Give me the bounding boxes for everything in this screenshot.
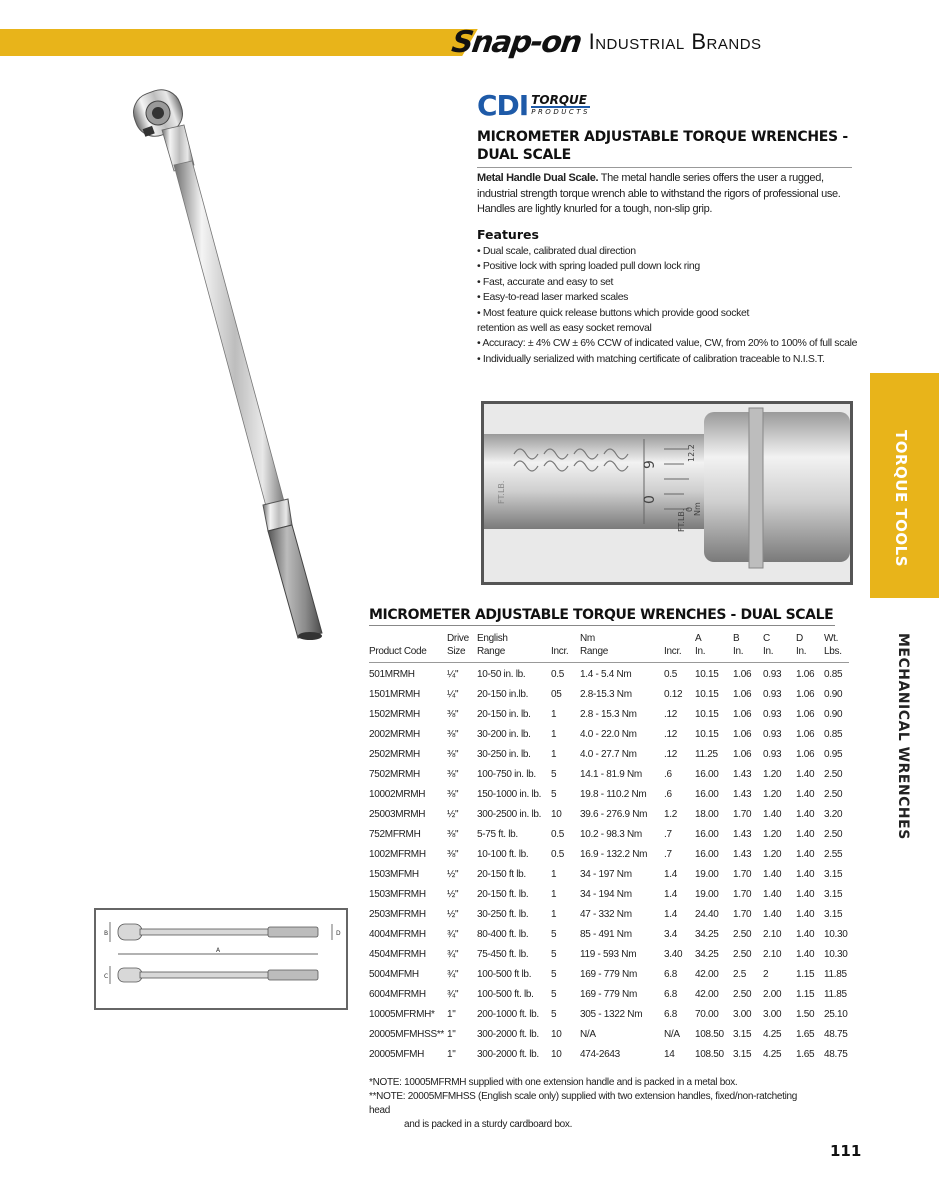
table-cell: 16.00 (695, 769, 719, 780)
note-2-continued: and is packed in a sturdy cardboard box. (404, 1119, 573, 1130)
table-cell: 0.93 (763, 709, 782, 720)
product-code-cell: 2503MFRMH (369, 909, 426, 920)
table-header-cell: English Range (477, 632, 551, 663)
table-cell: 3.15 (824, 909, 843, 920)
table-cell: 5 (551, 929, 557, 940)
table-row (369, 905, 849, 925)
table-cell: 11.85 (824, 989, 847, 1000)
table-cell: 0.90 (824, 709, 843, 720)
table-body (369, 663, 849, 1065)
table-cell: 1.40 (796, 769, 815, 780)
table-cell: 1.43 (733, 789, 752, 800)
table-cell: 4.0 - 27.7 Nm (580, 749, 637, 760)
table-cell: 18.00 (695, 809, 719, 820)
product-code-cell: 4504MFRMH (369, 949, 426, 960)
table-cell: 48.75 (824, 1049, 848, 1060)
scale-ft-lb: FT.LB. (677, 508, 686, 532)
scale-zero-small: 0 (685, 506, 694, 512)
table-row (369, 1025, 849, 1045)
table-cell: ¼" (447, 689, 459, 700)
table-cell: 3.15 (824, 889, 843, 900)
table-cell: 1.20 (763, 849, 782, 860)
table-cell: 5 (551, 989, 557, 1000)
table-cell: ¾" (447, 989, 459, 1000)
diagram-label-d: D (336, 930, 341, 937)
table-row (369, 965, 849, 985)
table-cell: 16.00 (695, 849, 719, 860)
table-row (369, 685, 849, 705)
table-cell: 20-150 in.lb. (477, 689, 529, 700)
product-code-cell: 25003MRMH (369, 809, 426, 820)
table-cell: 2.10 (763, 929, 782, 940)
cdi-torque-text: TORQUE (531, 94, 590, 108)
table-cell: 5-75 ft. lb. (477, 829, 518, 840)
table-cell: 0.90 (824, 689, 843, 700)
table-cell: 1.40 (796, 869, 815, 880)
product-code-cell: 1502MRMH (369, 709, 420, 720)
table-row (369, 845, 849, 865)
scale-zero: 0 (642, 495, 658, 504)
product-code-cell: 752MFRMH (369, 829, 421, 840)
table-cell: 1.4 (664, 889, 678, 900)
table-cell: .6 (664, 769, 672, 780)
table-cell: 5 (551, 789, 557, 800)
table-cell: 20-150 ft lb. (477, 869, 526, 880)
product-code-cell: 20005MFMH (369, 1049, 425, 1060)
table-cell: 3.4 (664, 929, 678, 940)
table-cell: 1.65 (796, 1049, 815, 1060)
table-cell: 0.5 (551, 669, 565, 681)
product-code-cell: 6004MFRMH (369, 989, 426, 1000)
table-cell: ¾" (447, 949, 459, 960)
table-cell: 10.15 (695, 689, 719, 700)
intro-lead: Metal Handle Dual Scale. (477, 172, 599, 184)
table-cell: 1.40 (796, 929, 815, 940)
table-cell: 2.50 (733, 949, 752, 960)
table-cell: .12 (664, 729, 678, 740)
table-cell: 39.6 - 276.9 Nm (580, 809, 648, 820)
section-title: MICROMETER ADJUSTABLE TORQUE WRENCHES - DUAL SCALE (477, 128, 852, 168)
feature-item: • Fast, accurate and easy to set (477, 275, 614, 288)
table-cell: 1.70 (733, 809, 752, 820)
table-cell: 1.40 (763, 869, 782, 880)
table-cell: 1.40 (796, 809, 815, 820)
table-cell: 0.93 (763, 749, 782, 760)
table-row (369, 663, 849, 685)
table-row (369, 945, 849, 965)
table-cell: ⅜" (447, 729, 459, 740)
table-header-cell: D In. (796, 632, 824, 663)
table-cell: 200-1000 ft. lb. (477, 1009, 539, 1020)
table-cell: 3.00 (763, 1009, 782, 1020)
table-cell: 1" (447, 1029, 456, 1040)
table-cell: N/A (580, 1029, 596, 1040)
table-header-cell: Incr. (551, 632, 580, 663)
table-cell: 10-100 ft. lb. (477, 849, 529, 860)
table-cell: 11.25 (695, 749, 718, 760)
table-cell: 1.40 (796, 829, 815, 840)
dimension-diagram-graphic (96, 910, 346, 1008)
table-header-cell: A In. (695, 632, 733, 663)
table-cell: 10.15 (695, 669, 719, 681)
table-cell: 1.40 (796, 789, 815, 800)
table-cell: 1.15 (796, 969, 815, 980)
product-code-cell: 7502MRMH (369, 769, 420, 780)
table-header-cell: Drive Size (447, 632, 477, 663)
product-code-cell: 10005MFRMH* (369, 1009, 435, 1020)
table-row (369, 805, 849, 825)
table-header-cell: Wt. Lbs. (824, 632, 849, 663)
feature-item: • Dual scale, calibrated dual direction (477, 245, 636, 257)
diagram-label-b: B (104, 930, 109, 937)
table-cell: 30-200 in. lb. (477, 729, 531, 740)
scale-12-2: 12.2 (687, 444, 696, 462)
feature-item: • Positive lock with spring loaded pull down lock ring (477, 260, 700, 273)
table-cell: 19.00 (695, 889, 719, 900)
table-cell: 2.10 (763, 949, 782, 960)
table-cell: 150-1000 in. lb. (477, 789, 542, 800)
snap-on-logo: Snap-on (449, 24, 584, 60)
table-cell: 1 (551, 709, 557, 720)
table-cell: ¾" (447, 929, 459, 940)
table-cell: 10.15 (695, 729, 719, 740)
product-code-cell: 5004MFMH (369, 969, 419, 980)
table-cell: 1.40 (763, 809, 782, 820)
table-cell: ⅜" (447, 789, 459, 800)
table-row (369, 885, 849, 905)
table-cell: 169 - 779 Nm (580, 969, 637, 980)
table-cell: ½" (447, 909, 459, 920)
table-cell: ⅜" (447, 749, 459, 760)
torque-wrench-image (100, 85, 370, 655)
spec-table (369, 632, 849, 1065)
table-cell: 0.93 (763, 729, 782, 740)
feature-item: • Accuracy: ± 4% CW ± 6% CCW of indicated value, CW, from 20% to 100% of full scale (477, 337, 858, 350)
table-cell: 5 (551, 1009, 557, 1020)
note-2: **NOTE: 20005MFMHSS (English scale only) supplied with two extension handles, fixed/non-ratcheting head (369, 1091, 798, 1116)
table-cell: 1.06 (733, 749, 752, 760)
diagram-label-c: C (104, 973, 109, 980)
table-cell: 5 (551, 949, 557, 960)
table-cell: 1.40 (796, 849, 815, 860)
table-cell: 2.00 (763, 989, 782, 1000)
table-cell: 1.40 (796, 909, 815, 920)
intro-body: The metal handle series offers the user a rugged, industrial strength torque wrench able to withstand the rigors of professional use. Handles are lightly knurled for a tough, non-slip grip. (477, 172, 841, 215)
product-code-cell: 501MRMH (369, 669, 415, 681)
product-code-cell: 2002MRMH (369, 729, 420, 740)
table-cell: 1.06 (733, 689, 752, 700)
table-row (369, 745, 849, 765)
table-cell: 0.5 (664, 669, 678, 681)
table-cell: .6 (664, 789, 672, 800)
table-cell: 1" (447, 1009, 456, 1020)
table-cell: ¾" (447, 969, 459, 980)
table-cell: 5 (551, 769, 557, 780)
table-header-cell: Nm Range (580, 632, 664, 663)
table-cell: 1.70 (733, 889, 752, 900)
scale-ft-lb-left: FT.LB. (497, 480, 506, 504)
table-cell: .7 (664, 829, 672, 840)
table-cell: 1.06 (796, 709, 815, 720)
table-row (369, 925, 849, 945)
table-cell: 25.10 (824, 1009, 848, 1020)
cdi-products-text: PRODUCTS (531, 108, 590, 116)
table-cell: 1.4 (664, 869, 678, 880)
table-cell: 1.4 - 5.4 Nm (580, 669, 632, 681)
table-cell: 0.85 (824, 669, 843, 681)
table-row (369, 1005, 849, 1025)
table-cell: 3.15 (733, 1029, 752, 1040)
table-cell: 100-750 in. lb. (477, 769, 536, 780)
table-cell: 3.40 (664, 949, 683, 960)
table-cell: 1.70 (733, 909, 752, 920)
table-cell: 47 - 332 Nm (580, 909, 632, 920)
table-cell: .12 (664, 709, 678, 720)
table-cell: 48.75 (824, 1029, 848, 1040)
table-cell: 11.85 (824, 969, 847, 980)
table-row (369, 1045, 849, 1065)
table-cell: 4.0 - 22.0 Nm (580, 729, 637, 740)
product-code-cell: 4004MFRMH (369, 929, 426, 940)
features-list (477, 244, 862, 367)
table-cell: 305 - 1322 Nm (580, 1009, 643, 1020)
table-cell: 10 (551, 1029, 562, 1040)
table-row (369, 825, 849, 845)
table-cell: 6.8 (664, 989, 678, 1000)
notes (369, 1076, 809, 1132)
table-cell: 20-150 ft. lb. (477, 889, 529, 900)
header-accent-bar (0, 29, 455, 56)
table-row (369, 705, 849, 725)
dimension-diagram (94, 908, 348, 1010)
table-cell: 80-400 ft. lb. (477, 929, 529, 940)
table-cell: 75-450 ft. lb. (477, 949, 529, 960)
table-cell: 2.50 (824, 769, 843, 780)
table-cell: ⅜" (447, 709, 459, 720)
table-cell: 34.25 (695, 949, 719, 960)
table-cell: 2.50 (733, 989, 752, 1000)
table-cell: 30-250 ft. lb. (477, 909, 529, 920)
table-cell: 1.20 (763, 789, 782, 800)
table-cell: ½" (447, 809, 459, 820)
table-cell: 0.5 (551, 849, 565, 860)
scale-nine: 9 (642, 460, 658, 469)
table-cell: 1.20 (763, 769, 782, 780)
table-cell: 1 (551, 749, 557, 760)
table-cell: 1.43 (733, 769, 752, 780)
table-cell: 1.40 (763, 909, 782, 920)
table-cell: 2.55 (824, 849, 843, 860)
table-header-cell: B In. (733, 632, 763, 663)
table-cell: 1.43 (733, 829, 752, 840)
table-cell: 1 (551, 889, 557, 900)
table-cell: 0.95 (824, 749, 843, 760)
table-cell: 1.43 (733, 849, 752, 860)
table-cell: 30-250 in. lb. (477, 749, 531, 760)
table-cell: .12 (664, 749, 678, 760)
table-cell: 10.15 (695, 709, 719, 720)
table-cell: 0.5 (551, 829, 565, 840)
table-cell: 300-2000 ft. lb. (477, 1029, 539, 1040)
table-cell: 100-500 ft. lb. (477, 989, 534, 1000)
table-cell: 1.20 (763, 829, 782, 840)
table-cell: 1 (551, 909, 557, 920)
table-header-row (369, 632, 849, 663)
table-cell: ¼" (447, 669, 459, 681)
table-cell: 300-2000 ft. lb. (477, 1049, 539, 1060)
table-cell: 1 (551, 869, 557, 880)
scale-nm: Nm (693, 502, 702, 516)
product-code-cell: 10002MRMH (369, 789, 426, 800)
table-cell: ⅜" (447, 829, 459, 840)
table-cell: 1.4 (664, 909, 678, 920)
table-cell: 474-2643 (580, 1049, 620, 1060)
table-cell: 19.8 - 110.2 Nm (580, 789, 647, 800)
product-code-cell: 2502MRMH (369, 749, 420, 760)
table-cell: 42.00 (695, 989, 719, 1000)
table-cell: 20-150 in. lb. (477, 709, 531, 720)
cdi-torque-logo (477, 90, 590, 120)
table-cell: 34.25 (695, 929, 719, 940)
table-cell: 10.30 (824, 929, 848, 940)
table-cell: 16.00 (695, 789, 719, 800)
table-cell: ⅜" (447, 849, 459, 860)
table-cell: 100-500 ft lb. (477, 969, 532, 980)
table-cell: 2.50 (733, 929, 752, 940)
product-code-cell: 20005MFMHSS** (369, 1029, 445, 1040)
table-cell: 0.12 (664, 689, 683, 700)
table-row (369, 985, 849, 1005)
intro-paragraph (477, 171, 855, 218)
table-cell: 05 (551, 689, 562, 700)
table-cell: 0.85 (824, 729, 843, 740)
scale-closeup-graphic (484, 404, 850, 582)
feature-item: • Individually serialized with matching certificate of calibration traceable to N.I.S.T. (477, 352, 825, 365)
product-code-cell: 1503MFMH (369, 869, 419, 880)
table-cell: 169 - 779 Nm (580, 989, 637, 1000)
brand-industrial-text: Industrial Brands (588, 29, 762, 54)
table-cell: 85 - 491 Nm (580, 929, 632, 940)
feature-item: • Most feature quick release buttons which provide good socket retention as well as easy socket removal (477, 306, 750, 335)
table-cell: 34 - 194 Nm (580, 889, 632, 900)
table-header-cell: Incr. (664, 632, 695, 663)
table-header-cell: Product Code (369, 632, 447, 663)
table-cell: 10.30 (824, 949, 848, 960)
table-cell: 1.06 (733, 729, 752, 740)
table-cell: 10-50 in. lb. (477, 669, 526, 681)
page-number: 111 (830, 1142, 862, 1160)
table-cell: 10 (551, 809, 562, 820)
table-row (369, 865, 849, 885)
table-cell: 1.06 (796, 749, 815, 760)
table-cell: 119 - 593 Nm (580, 949, 637, 960)
feature-item: • Easy-to-read laser marked scales (477, 291, 629, 304)
table-cell: 10 (551, 1049, 562, 1060)
table-cell: 2.8-15.3 Nm (580, 689, 632, 700)
torque-tools-tab-label: TORQUE TOOLS (892, 430, 910, 568)
table-cell: 4.25 (763, 1029, 782, 1040)
table-cell: 16.00 (695, 829, 719, 840)
table-cell: 6.8 (664, 969, 678, 980)
table-cell: 34 - 197 Nm (580, 869, 632, 880)
product-code-cell: 1503MFRMH (369, 889, 426, 900)
table-cell: 19.00 (695, 869, 719, 880)
scale-closeup-image (481, 401, 853, 585)
table-cell: 2 (763, 969, 769, 980)
table-cell: 1.06 (796, 689, 815, 700)
table-cell: 2.50 (824, 829, 843, 840)
mechanical-wrenches-tab-label[interactable]: MECHANICAL WRENCHES (895, 633, 911, 840)
table-cell: 3.00 (733, 1009, 752, 1020)
table-cell: 3.15 (733, 1049, 752, 1060)
table-cell: 24.40 (695, 909, 719, 920)
table-cell: 300-2500 in. lb. (477, 809, 542, 820)
product-code-cell: 1501MRMH (369, 689, 420, 700)
note-1: *NOTE: 10005MFRMH supplied with one extension handle and is packed in a metal box. (369, 1077, 738, 1088)
table-cell: 14 (664, 1049, 675, 1060)
table-cell: 1.40 (796, 889, 815, 900)
table-cell: 70.00 (695, 1009, 719, 1020)
table-cell: 16.9 - 132.2 Nm (580, 849, 648, 860)
table-cell: 1.06 (796, 729, 815, 740)
table-cell: 10.2 - 98.3 Nm (580, 829, 642, 840)
table-cell: 1.06 (733, 709, 752, 720)
table-header-cell: C In. (763, 632, 796, 663)
table-cell: 1 (551, 729, 557, 740)
table-cell: 1.06 (733, 669, 752, 681)
table-cell: 1.65 (796, 1029, 815, 1040)
brand-header (449, 24, 762, 60)
table-cell: 3.20 (824, 809, 843, 820)
table-cell: 1.40 (763, 889, 782, 900)
table-cell: 0.93 (763, 689, 782, 700)
table-cell: 1.50 (796, 1009, 815, 1020)
features-heading: Features (477, 227, 539, 242)
table-cell: 108.50 (695, 1029, 724, 1040)
table-cell: 5 (551, 969, 557, 980)
table-cell: 3.15 (824, 869, 843, 880)
table-cell: ½" (447, 869, 459, 880)
table-cell: 14.1 - 81.9 Nm (580, 769, 642, 780)
table-cell: 2.50 (824, 789, 843, 800)
table-cell: 4.25 (763, 1049, 782, 1060)
table-row (369, 765, 849, 785)
table-cell: ½" (447, 889, 459, 900)
table-cell: ⅜" (447, 769, 459, 780)
table-cell: 1.06 (796, 669, 815, 681)
table-cell: 0.93 (763, 669, 782, 681)
table-cell: 1.70 (733, 869, 752, 880)
table-cell: 6.8 (664, 1009, 678, 1020)
table-cell: 1.2 (664, 809, 678, 820)
table-row (369, 725, 849, 745)
table-cell: 42.00 (695, 969, 719, 980)
table-cell: 108.50 (695, 1049, 724, 1060)
table-cell: 1" (447, 1049, 456, 1060)
table-cell: .7 (664, 849, 672, 860)
table-title: MICROMETER ADJUSTABLE TORQUE WRENCHES - DUAL SCALE (369, 607, 835, 626)
table-cell: 2.8 - 15.3 Nm (580, 709, 637, 720)
table-row (369, 785, 849, 805)
table-cell: N/A (664, 1029, 680, 1040)
table-cell: 2.5 (733, 969, 747, 980)
cdi-letters: CDI (477, 88, 529, 122)
table-cell: 1.15 (796, 989, 815, 1000)
product-code-cell: 1002MFRMH (369, 849, 426, 860)
diagram-label-a: A (216, 947, 221, 954)
table-cell: 1.40 (796, 949, 815, 960)
